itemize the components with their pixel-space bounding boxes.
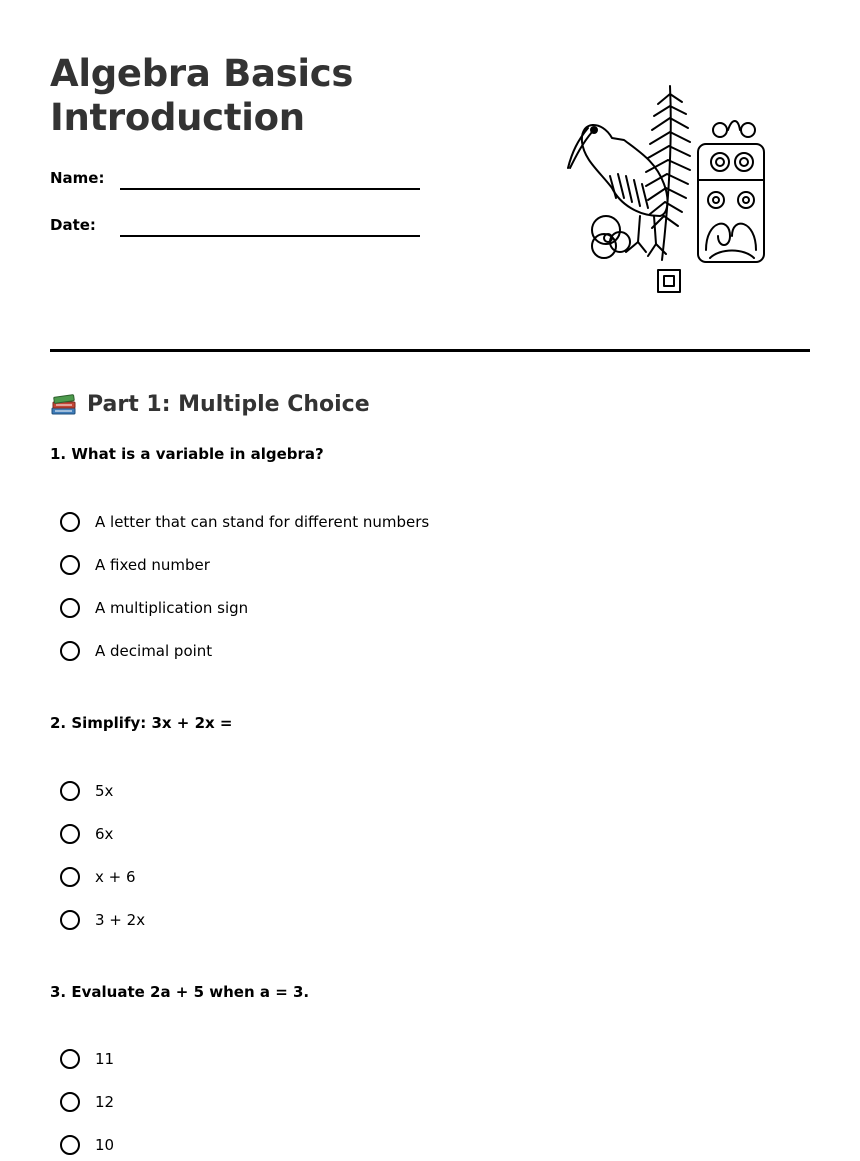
radio-button[interactable]: [60, 641, 80, 661]
radio-button[interactable]: [60, 1092, 80, 1112]
date-blank-line[interactable]: [120, 235, 420, 237]
date-label: Date:: [50, 216, 96, 234]
name-blank-line[interactable]: [120, 188, 420, 190]
option-label: 6x: [95, 825, 114, 843]
q2-option-a[interactable]: [60, 778, 113, 804]
radio-button[interactable]: [60, 867, 80, 887]
kiwi-fern-illustration-icon: [560, 80, 780, 300]
option-label: A multiplication sign: [95, 599, 249, 617]
title-line-1: Algebra Basics: [50, 52, 354, 95]
option-label: 10: [95, 1136, 115, 1154]
q1-option-c[interactable]: [60, 595, 248, 621]
name-field[interactable]: [50, 163, 420, 193]
date-field[interactable]: [50, 210, 420, 240]
q3-option-b[interactable]: [60, 1089, 114, 1115]
q1-option-b[interactable]: [60, 552, 210, 578]
radio-button[interactable]: [60, 910, 80, 930]
radio-button[interactable]: [60, 598, 80, 618]
q2-option-d[interactable]: [60, 907, 145, 933]
option-label: A decimal point: [95, 642, 213, 660]
radio-button[interactable]: [60, 1135, 80, 1155]
q1-option-a[interactable]: [60, 509, 429, 535]
name-label: Name:: [50, 169, 105, 187]
worksheet-title: [50, 52, 353, 140]
section-heading-part-1: [50, 388, 370, 420]
option-label: 12: [95, 1093, 115, 1111]
q3-option-a[interactable]: [60, 1046, 114, 1072]
option-label: 3 + 2x: [95, 911, 146, 929]
option-label: A fixed number: [95, 556, 210, 574]
question-3: 3. Evaluate 2a + 5 when a = 3.: [50, 983, 310, 1001]
radio-button[interactable]: [60, 555, 80, 575]
q2-option-b[interactable]: [60, 821, 113, 847]
radio-button[interactable]: [60, 781, 80, 801]
radio-button[interactable]: [60, 1049, 80, 1069]
q2-option-c[interactable]: [60, 864, 136, 890]
option-label: 5x: [95, 782, 114, 800]
section-title: Part 1: Multiple Choice: [87, 391, 370, 417]
q1-option-d[interactable]: [60, 638, 212, 664]
option-label: x + 6: [95, 868, 136, 886]
radio-button[interactable]: [60, 824, 80, 844]
option-label: A letter that can stand for different numbers: [95, 513, 430, 531]
question-2: 2. Simplify: 3x + 2x =: [50, 714, 233, 732]
title-line-2: Introduction: [50, 96, 305, 139]
q3-option-c[interactable]: [60, 1132, 114, 1158]
question-1: 1. What is a variable in algebra?: [50, 445, 324, 463]
header-divider: [50, 349, 810, 352]
option-label: 11: [95, 1050, 115, 1068]
books-icon: [50, 390, 78, 418]
radio-button[interactable]: [60, 512, 80, 532]
